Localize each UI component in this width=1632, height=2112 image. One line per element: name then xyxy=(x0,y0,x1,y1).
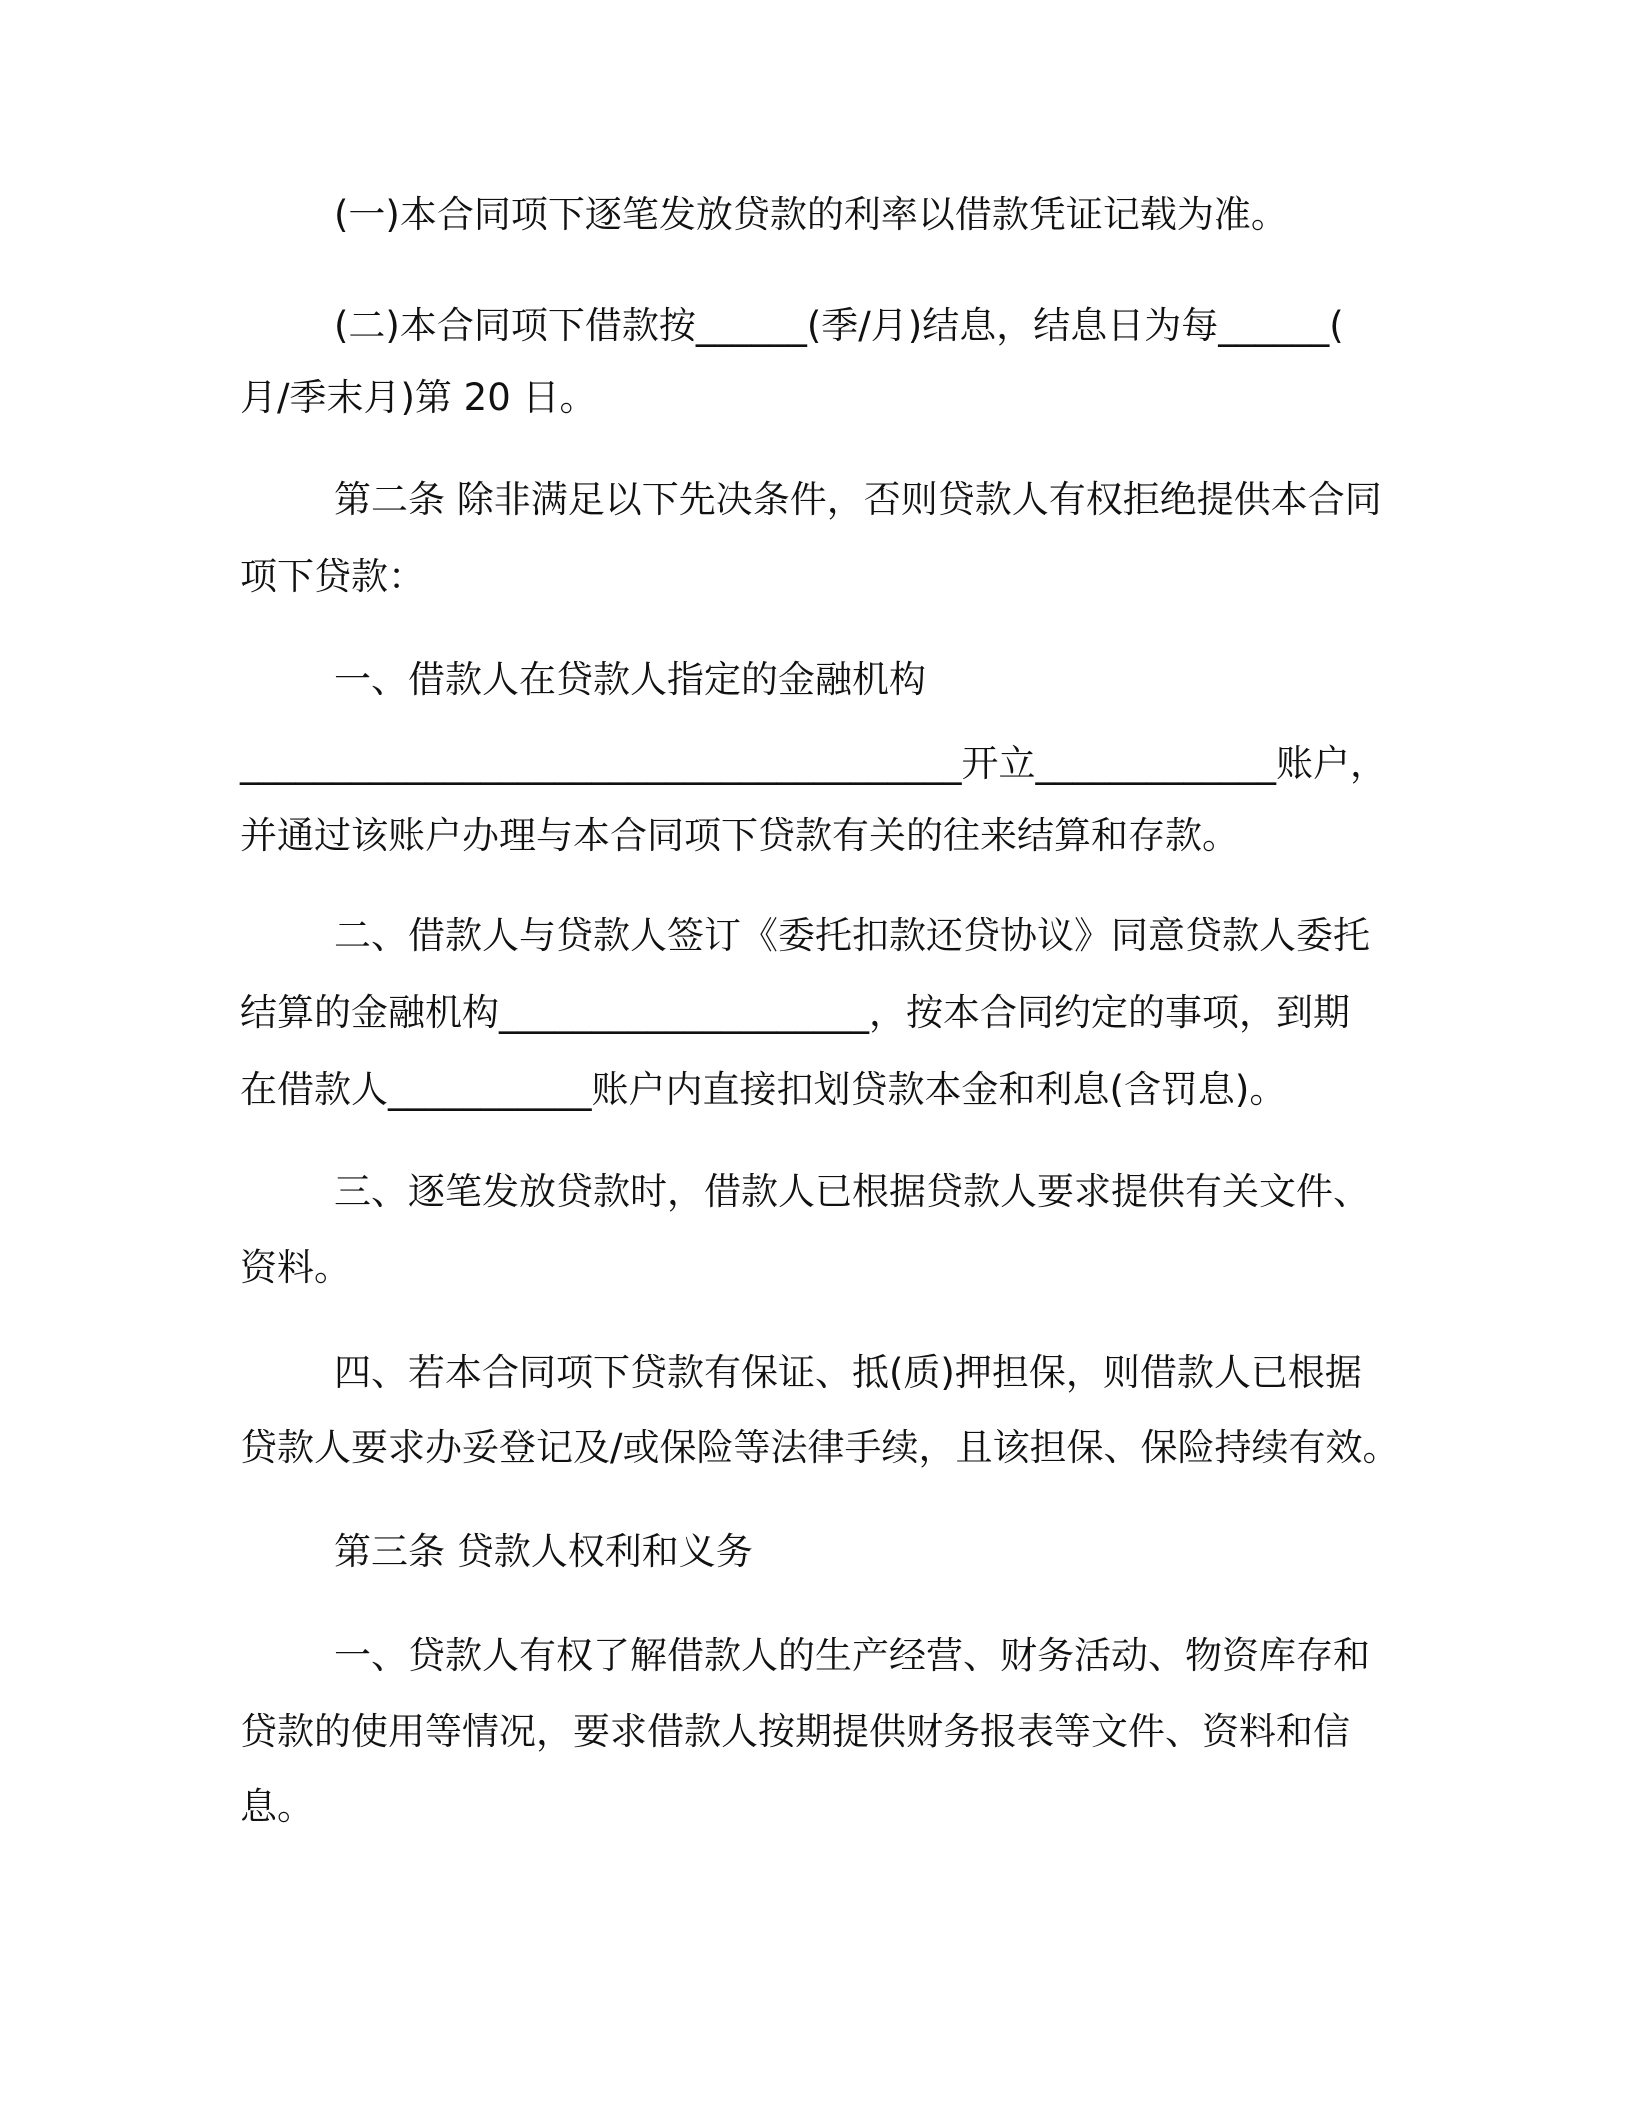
paragraph-line: 一、贷款人有权了解借款人的生产经营、财务活动、物资库存和 xyxy=(334,1634,1370,1677)
paragraph-line: (二)本合同项下借款按______(季/月)结息，结息日为每______( xyxy=(334,304,1344,347)
paragraph-line: 并通过该账户办理与本合同项下贷款有关的往来结算和存款。 xyxy=(240,814,1239,857)
paragraph-line: 息。 xyxy=(240,1785,314,1828)
paragraph-line: (一)本合同项下逐笔发放贷款的利率以借款凭证记载为准。 xyxy=(334,193,1288,236)
section-heading: 第三条 贷款人权利和义务 xyxy=(334,1530,753,1573)
paragraph-line: 一、借款人在贷款人指定的金融机构 xyxy=(334,658,926,701)
paragraph-line: 结算的金融机构____________________，按本合同约定的事项，到期 xyxy=(240,991,1350,1034)
paragraph-line: _______________________________________开立_____________账户， xyxy=(240,742,1387,785)
paragraph-line: 贷款人要求办妥登记及/或保险等法律手续，且该担保、保险持续有效。 xyxy=(240,1426,1400,1469)
paragraph-line: 在借款人___________账户内直接扣划贷款本金和利息(含罚息)。 xyxy=(240,1068,1287,1111)
paragraph-line: 月/季末月)第 20 日。 xyxy=(240,376,597,419)
paragraph-line: 项下贷款： xyxy=(240,555,425,598)
paragraph-line: 贷款的使用等情况，要求借款人按期提供财务报表等文件、资料和信 xyxy=(240,1710,1350,1753)
paragraph-line: 三、逐笔发放贷款时，借款人已根据贷款人要求提供有关文件、 xyxy=(334,1170,1370,1213)
paragraph-line: 资料。 xyxy=(240,1246,351,1289)
paragraph-line: 第二条 除非满足以下先决条件，否则贷款人有权拒绝提供本合同 xyxy=(334,478,1382,521)
paragraph-line: 二、借款人与贷款人签订《委托扣款还贷协议》同意贷款人委托 xyxy=(334,914,1370,957)
paragraph-line: 四、若本合同项下贷款有保证、抵(质)押担保，则借款人已根据 xyxy=(334,1351,1362,1394)
